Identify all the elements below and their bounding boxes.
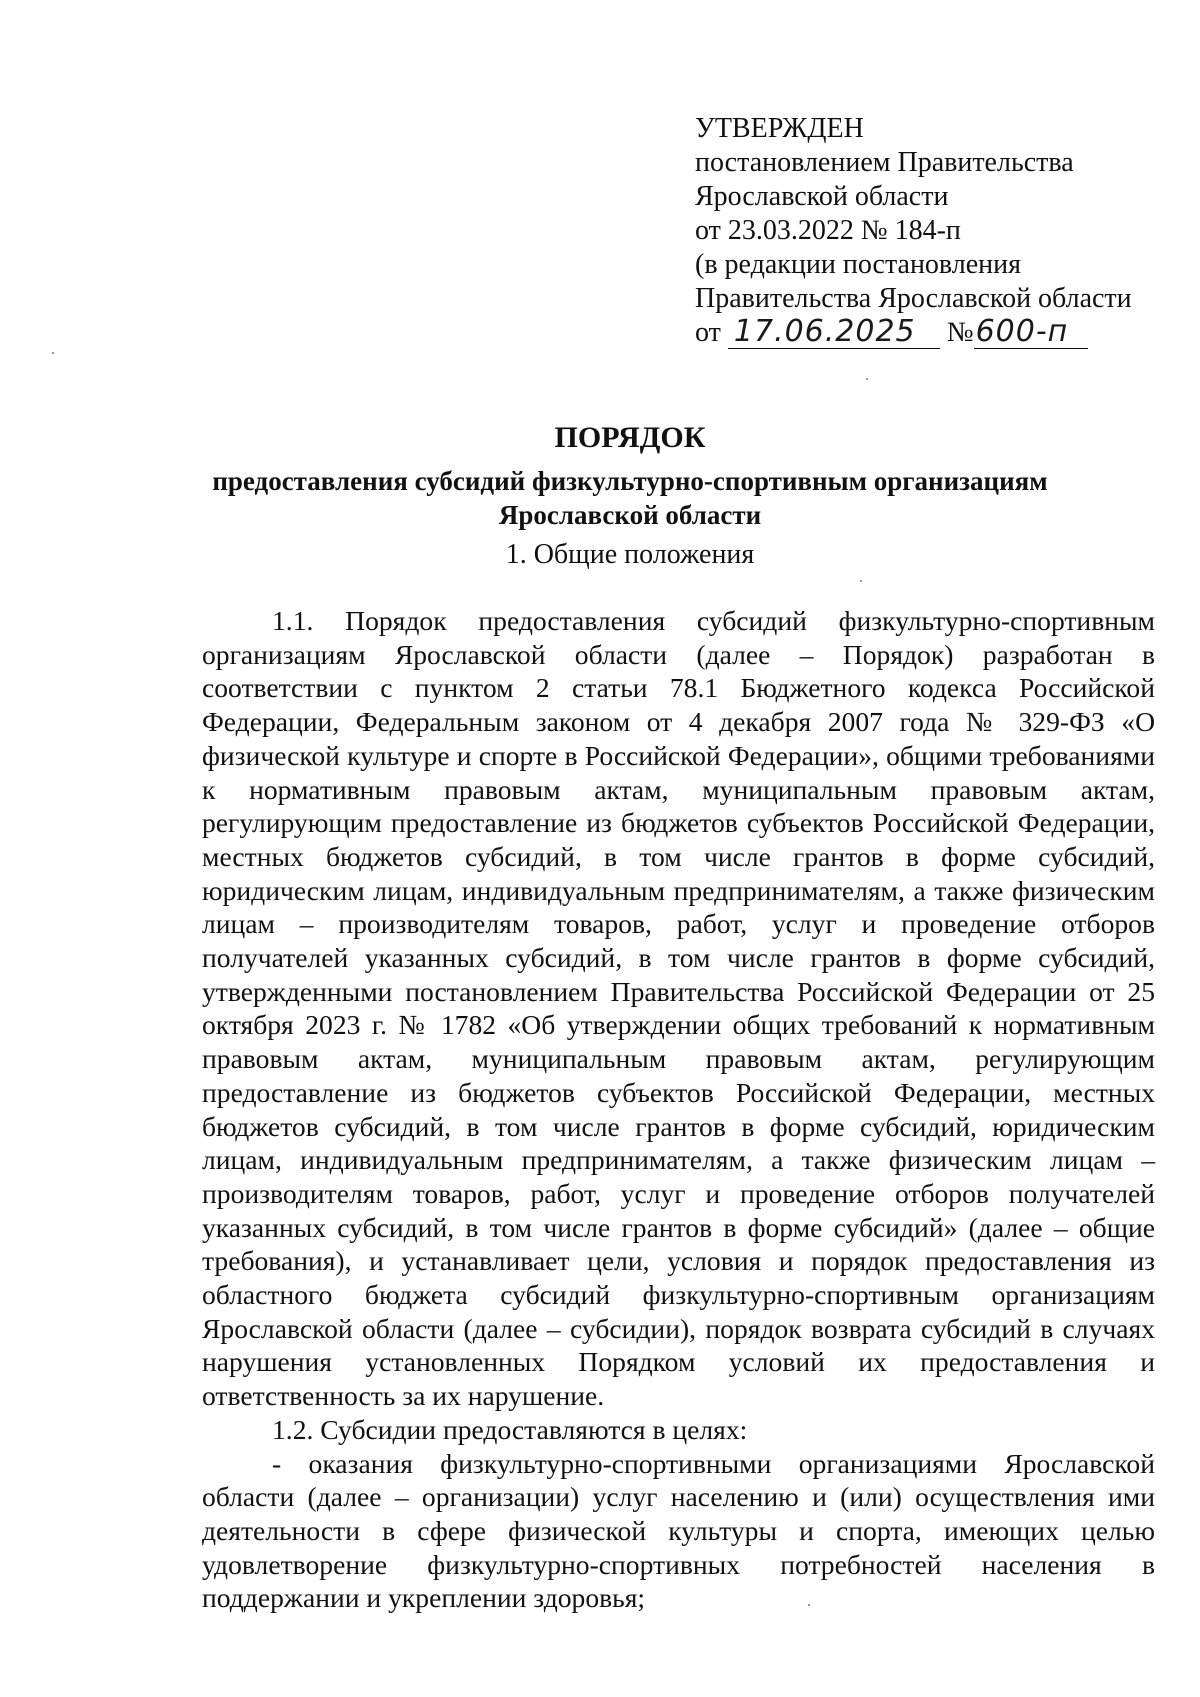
approval-line-resolution: постановлением Правительства [695, 147, 1074, 178]
scan-speck [860, 580, 862, 582]
paragraph-1-2-item: - оказания физкультурно-спортивными организациями Ярославской области (далее – организации) услуг населению и (или) осуществления ими деятельности в сфере физической культуры и спорта, имеющих целью удовлетворение физкультурно-спортивных потребностей населения в поддержании и укреплении здоровья; [202, 1447, 1155, 1614]
section-heading: 1. Общие положения [505, 539, 755, 570]
scan-speck [866, 378, 868, 380]
title-block [200, 420, 1060, 532]
approval-line-government: Правительства Ярославской области [695, 283, 1132, 314]
edition-number-field [974, 314, 1089, 349]
paragraph-1-2: 1.2. Субсидии предоставляются в целях: [272, 1413, 748, 1445]
edition-date-line [695, 316, 1155, 354]
paragraph-1-1: 1.1. Порядок предоставления субсидий физкультурно-спортивным организациям Ярославской области (далее – Порядок) разработан в соответствии с пунктом 2 статьи 78.1 Бюджетного кодекса Российской Федерации, Федеральным законом от 4 декабря 2007 года № 329-ФЗ «О физической культуре и спорте в Российской Федерации», общими требованиями к нормативным правовым актам, муниципальным правовым актам, регулирующим предоставление из бюджетов субъектов Российской Федерации, местных бюджетов субсидий, в том числе грантов в форме субсидий, юридическим лицам, индивидуальным предпринимателям, а также физическим лицам – производителям товаров, работ, услуг и проведение отборов получателей указанных субсидий, в том числе грантов в форме субсидий, утвержденными постановлением Правительства Российской Федерации от 25 октября 2023 г. № 1782 «Об утверждении общих требований к нормативным правовым актам, муниципальным правовым актам, регулирующим предоставление из бюджетов субъектов Российской Федерации, местных бюджетов субсидий, в том числе грантов в форме субсидий, юридическим лицам, индивидуальным предпринимателям, а также физическим лицам – производителям товаров, работ, услуг и проведение отборов получателей указанных субсидий, в том числе грантов в форме субсидий» (далее – общие требования), и устанавливает цели, условия и порядок предоставления из областного бюджета субсидий физкультурно-спортивным организациям Ярославской области (далее – субсидии), порядок возврата субсидий в случаях нарушения установленных Порядком условий их предоставления и ответственность за их нарушение. [202, 605, 1155, 1412]
edition-from-prefix: от [695, 317, 721, 348]
approval-line-edition: (в редакции постановления [695, 249, 1022, 280]
approval-line-date-number: от 23.03.2022 № 184-п [695, 215, 961, 246]
edition-number-handwritten: 600-п [975, 314, 1069, 349]
document-title: ПОРЯДОК [554, 421, 706, 454]
edition-date-field [728, 314, 940, 349]
scan-speck [52, 352, 54, 354]
document-subtitle: предоставления субсидий физкультурно-спортивным организациям Ярославской области [212, 466, 1048, 530]
edition-number-sign: № [946, 317, 974, 348]
edition-date-handwritten: 17.06.2025 [733, 314, 916, 349]
scan-speck [808, 1604, 810, 1606]
approval-stamp [695, 112, 1155, 354]
approval-line-region: Ярославской области [695, 181, 949, 212]
body-text [202, 604, 1155, 1615]
approval-line-approved: УТВЕРЖДЕН [695, 113, 864, 144]
